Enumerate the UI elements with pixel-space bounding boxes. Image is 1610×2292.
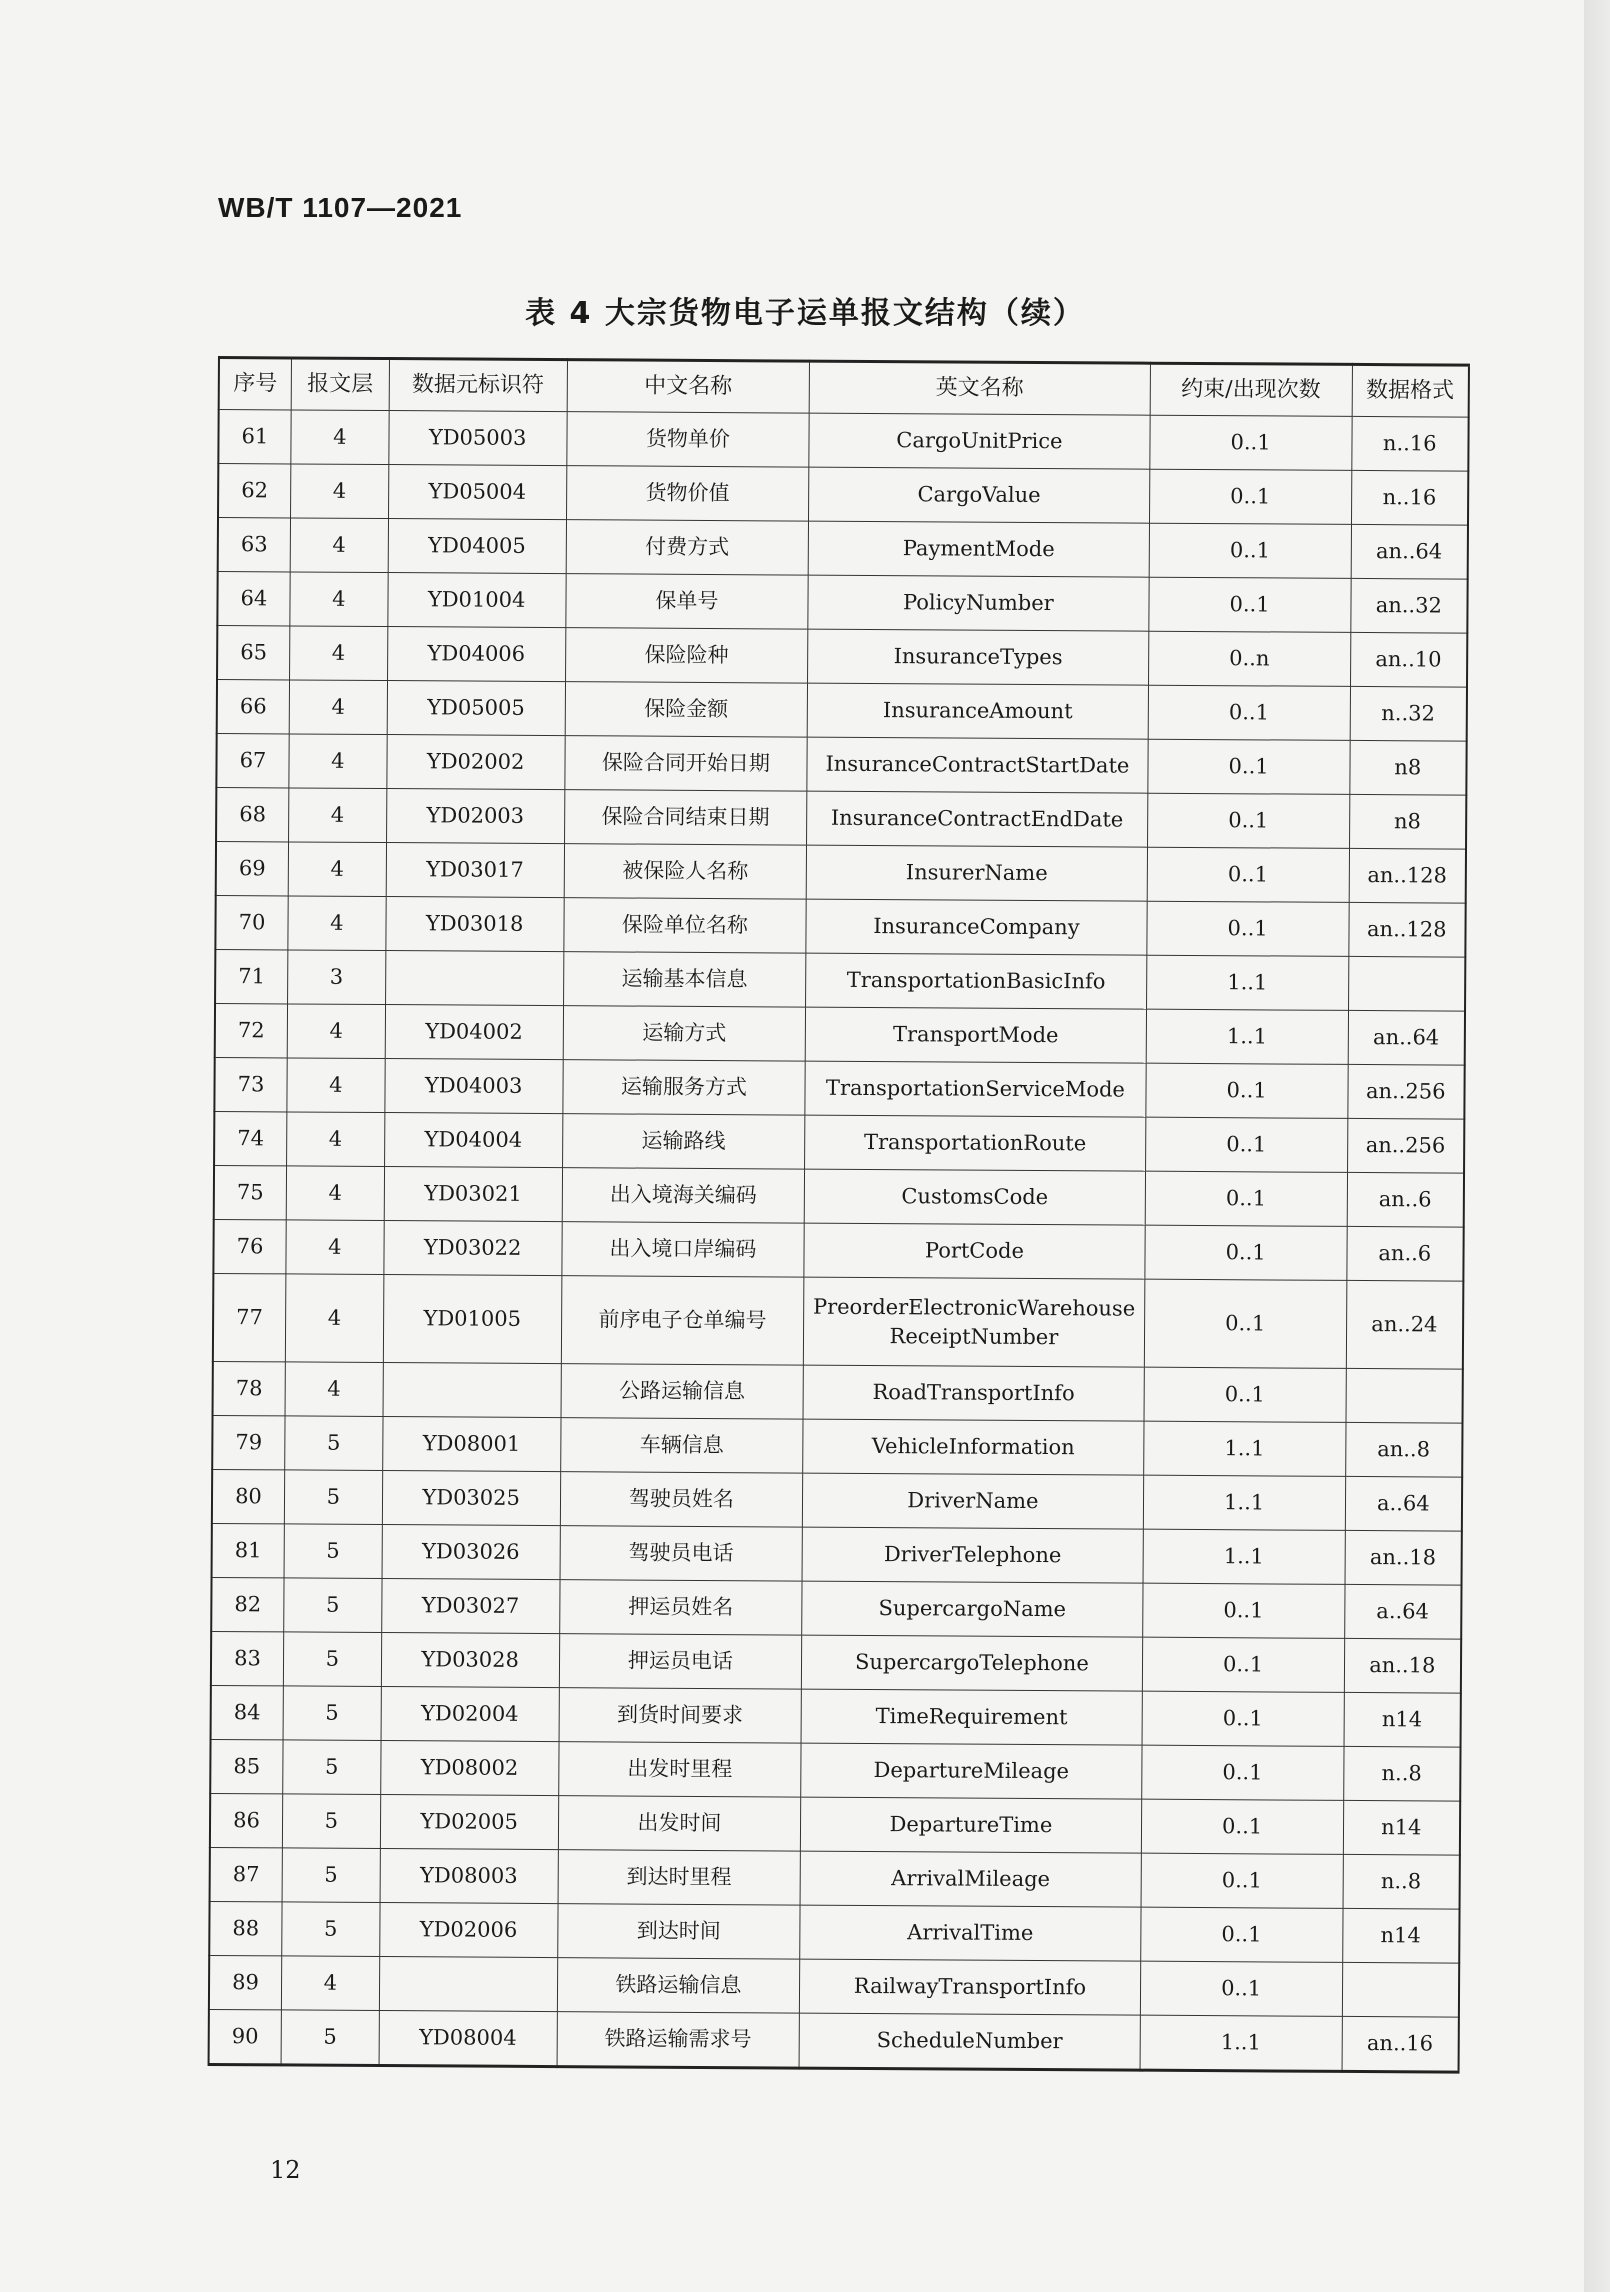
table-cell: YD05003: [389, 411, 567, 466]
table-cell: ArrivalTime: [800, 1905, 1141, 1961]
table-cell: 4: [290, 518, 388, 573]
table-cell: 1..1: [1143, 1475, 1345, 1530]
table-cell: n14: [1342, 1908, 1459, 1963]
table-cell: DepartureTime: [801, 1797, 1142, 1853]
table-cell: 4: [286, 1166, 384, 1221]
table-cell: YD08002: [380, 1741, 558, 1796]
table-cell: YD03017: [386, 843, 564, 898]
table-cell: 88: [209, 1901, 282, 1955]
table-cell: PolicyNumber: [808, 575, 1149, 631]
table-cell: YD01004: [388, 573, 566, 628]
table-cell: an..64: [1351, 524, 1468, 579]
table-cell: 90: [209, 2009, 282, 2064]
table-cell: YD03028: [381, 1633, 559, 1688]
table-cell: n14: [1343, 1800, 1460, 1855]
table-cell: 出发时里程: [558, 1742, 801, 1797]
table-cell: 铁路运输信息: [557, 1958, 800, 2013]
table-cell: 76: [213, 1219, 286, 1273]
table-row: [209, 1955, 1459, 2017]
table-cell: an..8: [1345, 1422, 1462, 1477]
table-row: [215, 1003, 1465, 1065]
table-cell: an..6: [1346, 1226, 1463, 1281]
table-cell: YD03021: [384, 1167, 562, 1222]
table-cell: 出发时间: [558, 1796, 801, 1851]
table-cell: 4: [288, 842, 386, 897]
table-cell: YD05004: [388, 465, 566, 520]
table-cell: 0..1: [1141, 1799, 1343, 1854]
table-row: [217, 572, 1467, 634]
table-row: [211, 1577, 1461, 1639]
table-cell: 0..1: [1145, 1117, 1347, 1172]
table-cell: 4: [286, 1220, 384, 1275]
table-cell: 运输路线: [562, 1114, 805, 1169]
table-row: [214, 1165, 1464, 1227]
table-cell: n14: [1344, 1692, 1461, 1747]
table-cell: 到达时间: [557, 1904, 800, 1959]
table-cell: 被保险人名称: [564, 844, 807, 899]
table-cell: YD04006: [387, 627, 565, 682]
table-row: [212, 1523, 1462, 1585]
table-cell: InsuranceContractEndDate: [807, 791, 1148, 847]
table-cell: n..16: [1351, 470, 1468, 525]
table-cell: 89: [209, 1955, 282, 2009]
table-cell: a..64: [1344, 1584, 1461, 1639]
table-cell: 0..1: [1140, 1961, 1342, 2016]
table-cell: 5: [282, 1848, 380, 1903]
page-number: 12: [270, 2156, 301, 2184]
table-cell: 付费方式: [566, 520, 809, 575]
table-cell: 64: [217, 572, 290, 626]
table-cell: an..18: [1344, 1638, 1461, 1693]
table-cell: YD03022: [384, 1221, 562, 1276]
table-row: [211, 1685, 1461, 1747]
table-cell: TransportationRoute: [805, 1115, 1146, 1171]
table-cell: YD08003: [380, 1849, 558, 1904]
table-cell: 0..1: [1148, 577, 1350, 632]
table-cell: YD05005: [387, 681, 565, 736]
table-cell: [1348, 956, 1465, 1011]
table-cell: 3: [287, 950, 385, 1005]
table-cell: 5: [283, 1686, 381, 1741]
table-cell: 0..1: [1144, 1367, 1346, 1422]
table-cell: 74: [214, 1111, 287, 1165]
table-cell: 75: [214, 1165, 287, 1219]
table-cell: 车辆信息: [560, 1418, 803, 1473]
table-cell: 运输方式: [563, 1006, 806, 1061]
table-cell: 4: [290, 464, 388, 519]
table-cell: 4: [286, 1112, 384, 1167]
table-row: [213, 1273, 1464, 1369]
scan-page-edge: [1584, 0, 1610, 2292]
table-cell: 0..1: [1147, 739, 1349, 794]
table-cell: DriverName: [803, 1473, 1144, 1529]
table-cell: YD02005: [380, 1795, 558, 1850]
table-cell: CargoUnitPrice: [809, 413, 1150, 469]
table-row: [218, 464, 1468, 526]
table-cell: 0..n: [1148, 631, 1350, 686]
table-cell: 81: [212, 1523, 285, 1577]
column-header: 英文名称: [809, 361, 1150, 415]
table-row: [216, 841, 1466, 903]
table-cell: YD03027: [381, 1579, 559, 1634]
table-cell: 4: [289, 734, 387, 789]
table-cell: ArrivalMileage: [800, 1851, 1141, 1907]
message-structure-table: [208, 356, 1470, 2074]
table-cell: 79: [212, 1415, 285, 1469]
table-cell: 87: [210, 1847, 283, 1901]
table-cell: an..24: [1346, 1280, 1463, 1369]
table-cell: n8: [1349, 794, 1466, 849]
table-cell: [385, 951, 563, 1006]
table-cell: 0..1: [1144, 1279, 1347, 1368]
table-row: [212, 1469, 1462, 1531]
table-cell: 保单号: [565, 574, 808, 629]
table-header-row: [219, 358, 1469, 418]
table-cell: 出入境口岸编码: [561, 1222, 804, 1277]
table-cell: 5: [282, 1902, 380, 1957]
table-cell: 4: [285, 1274, 383, 1363]
table-cell: an..6: [1347, 1172, 1464, 1227]
table-cell: 出入境海关编码: [562, 1168, 805, 1223]
table-row: [210, 1793, 1460, 1855]
table-cell: n..16: [1351, 416, 1468, 471]
table-cell: 1..1: [1140, 2015, 1342, 2071]
table-cell: YD01005: [383, 1275, 561, 1364]
table-cell: YD08004: [379, 2011, 557, 2067]
table-cell: 5: [283, 1740, 381, 1795]
table-cell: 5: [282, 1794, 380, 1849]
table-cell: 62: [218, 464, 291, 518]
table-cell: 0..1: [1142, 1583, 1344, 1638]
table-cell: 1..1: [1143, 1529, 1345, 1584]
table-cell: 到达时里程: [558, 1850, 801, 1905]
table-cell: VehicleInformation: [803, 1419, 1144, 1475]
table-cell: TransportationBasicInfo: [806, 953, 1147, 1009]
table-cell: 0..1: [1145, 1171, 1347, 1226]
table-cell: YD02004: [381, 1687, 559, 1742]
table-cell: YD04004: [384, 1113, 562, 1168]
table-row: [217, 626, 1467, 688]
table-row: [218, 410, 1468, 472]
table-cell: 82: [211, 1577, 284, 1631]
table-cell: 0..1: [1147, 847, 1349, 902]
table-cell: an..64: [1348, 1010, 1465, 1065]
table-cell: 公路运输信息: [561, 1364, 804, 1419]
table-cell: 61: [218, 410, 291, 464]
table-cell: 5: [284, 1578, 382, 1633]
table-cell: 4: [287, 1058, 385, 1113]
table-cell: 4: [287, 1004, 385, 1059]
table-cell: 保险合同结束日期: [564, 790, 807, 845]
table-cell: 73: [214, 1057, 287, 1111]
document-code: WB/T 1107—2021: [218, 192, 463, 223]
table-row: [209, 2009, 1459, 2072]
table-row: [210, 1739, 1460, 1801]
column-header: 序号: [219, 358, 292, 410]
table-row: [213, 1219, 1463, 1281]
table-cell: n..8: [1343, 1746, 1460, 1801]
table-cell: an..32: [1350, 578, 1467, 633]
table-cell: 0..1: [1141, 1853, 1343, 1908]
table-cell: 69: [216, 841, 289, 895]
table-cell: TransportationServiceMode: [805, 1061, 1146, 1117]
table-cell: 78: [213, 1361, 286, 1415]
table-cell: InsuranceAmount: [807, 683, 1148, 739]
table-cell: 4: [289, 680, 387, 735]
table-cell: PaymentMode: [808, 521, 1149, 577]
table-cell: 85: [210, 1739, 283, 1793]
table-cell: 前序电子仓单编号: [561, 1276, 804, 1365]
table-row: [210, 1847, 1460, 1909]
table-cell: 4: [285, 1362, 383, 1417]
table-cell: YD03026: [382, 1525, 560, 1580]
table-cell: 4: [281, 1956, 379, 2011]
table-row: [216, 733, 1466, 795]
table-row: [215, 949, 1465, 1011]
table-cell: 保险单位名称: [563, 898, 806, 953]
table-row: [215, 895, 1465, 957]
column-header: 约束/出现次数: [1150, 363, 1352, 416]
table-cell: YD04002: [385, 1005, 563, 1060]
table-cell: InsuranceContractStartDate: [807, 737, 1148, 793]
table-cell: 4: [288, 788, 386, 843]
table-cell: PreorderElectronicWarehouse ReceiptNumber: [804, 1277, 1145, 1367]
table-cell: a..64: [1345, 1476, 1462, 1531]
table-cell: 0..1: [1146, 901, 1348, 956]
table-cell: YD04003: [385, 1059, 563, 1114]
table-cell: RailwayTransportInfo: [800, 1959, 1141, 2015]
table-row: [214, 1057, 1464, 1119]
table-cell: 5: [281, 2010, 379, 2066]
table-cell: 到货时间要求: [559, 1688, 802, 1743]
table-cell: 铁路运输需求号: [557, 2012, 800, 2068]
table-cell: 1..1: [1143, 1421, 1345, 1476]
table-cell: YD02002: [387, 735, 565, 790]
table-cell: InsuranceCompany: [806, 899, 1147, 955]
table-cell: 保险险种: [565, 628, 808, 683]
table-row: [214, 1111, 1464, 1173]
table-cell: CustomsCode: [804, 1169, 1145, 1225]
column-header: 数据元标识符: [389, 359, 567, 412]
table-cell: DriverTelephone: [802, 1527, 1143, 1583]
table-cell: 0..1: [1147, 793, 1349, 848]
table-cell: TimeRequirement: [801, 1689, 1142, 1745]
table-row: [211, 1631, 1461, 1693]
table-cell: TransportMode: [805, 1007, 1146, 1063]
table-cell: SupercargoTelephone: [802, 1635, 1143, 1691]
table-row: [216, 787, 1466, 849]
table-cell: an..18: [1345, 1530, 1462, 1585]
table-cell: PortCode: [804, 1223, 1145, 1279]
table-cell: [1342, 1962, 1459, 2017]
table-cell: 71: [215, 949, 288, 1003]
table-cell: 0..1: [1141, 1745, 1343, 1800]
column-header: 报文层: [291, 358, 389, 411]
table-cell: 4: [290, 572, 388, 627]
table-cell: 1..1: [1146, 1009, 1348, 1064]
table-cell: 0..1: [1149, 469, 1351, 524]
table-cell: 运输服务方式: [562, 1060, 805, 1115]
table-cell: YD02003: [386, 789, 564, 844]
table-cell: n8: [1349, 740, 1466, 795]
table-cell: 0..1: [1145, 1225, 1347, 1280]
table-cell: InsurerName: [806, 845, 1147, 901]
table-title: 表 4 大宗货物电子运单报文结构（续）: [525, 296, 1085, 331]
table-cell: an..128: [1348, 902, 1465, 957]
table-cell: InsuranceTypes: [808, 629, 1149, 685]
table-cell: an..256: [1347, 1118, 1464, 1173]
table-cell: YD04005: [388, 519, 566, 574]
table-body: [209, 410, 1469, 2073]
table-cell: 63: [218, 518, 291, 572]
table-cell: an..16: [1342, 2016, 1459, 2072]
table-cell: YD02006: [379, 1903, 557, 1958]
table-cell: 84: [211, 1685, 284, 1739]
table-row: [218, 518, 1468, 580]
table-cell: 0..1: [1149, 415, 1351, 470]
table-cell: 77: [213, 1273, 286, 1361]
table-cell: 65: [217, 626, 290, 680]
table-cell: CargoValue: [809, 467, 1150, 523]
table-cell: [383, 1363, 561, 1418]
table-cell: 70: [215, 895, 288, 949]
table-cell: 押运员电话: [559, 1634, 802, 1689]
table-cell: 83: [211, 1631, 284, 1685]
table-cell: YD03025: [382, 1471, 560, 1526]
table-cell: [379, 1957, 557, 2012]
table-cell: 押运员姓名: [559, 1580, 802, 1635]
table-cell: 运输基本信息: [563, 952, 806, 1007]
table-cell: 5: [284, 1524, 382, 1579]
table-cell: 4: [288, 896, 386, 951]
table-cell: 1..1: [1146, 955, 1348, 1010]
table-row: [213, 1361, 1463, 1423]
table-cell: an..256: [1347, 1064, 1464, 1119]
table-cell: 0..1: [1142, 1637, 1344, 1692]
table-cell: 驾驶员姓名: [560, 1472, 803, 1527]
table-row: [212, 1415, 1462, 1477]
table-cell: 66: [217, 680, 290, 734]
table-cell: 保险合同开始日期: [564, 736, 807, 791]
column-header: 数据格式: [1352, 364, 1469, 417]
table-container: [208, 356, 1470, 2074]
column-header: 中文名称: [567, 360, 810, 413]
table-cell: 0..1: [1142, 1691, 1344, 1746]
table-cell: DepartureMileage: [801, 1743, 1142, 1799]
table-cell: YD08001: [382, 1417, 560, 1472]
table-cell: 驾驶员电话: [560, 1526, 803, 1581]
table-cell: n..32: [1350, 686, 1467, 741]
table-cell: an..10: [1350, 632, 1467, 687]
table-cell: 0..1: [1145, 1063, 1347, 1118]
table-row: [209, 1901, 1459, 1963]
table-cell: 保险金额: [565, 682, 808, 737]
table-cell: 80: [212, 1469, 285, 1523]
table-cell: 0..1: [1149, 523, 1351, 578]
table-cell: ScheduleNumber: [799, 2013, 1140, 2070]
table-row: [217, 680, 1467, 742]
table-cell: 货物单价: [566, 412, 809, 467]
table-cell: 0..1: [1148, 685, 1350, 740]
table-cell: RoadTransportInfo: [803, 1365, 1144, 1421]
table-cell: [1346, 1368, 1463, 1423]
table-cell: 67: [216, 733, 289, 787]
table-cell: 0..1: [1140, 1907, 1342, 1962]
table-cell: 5: [285, 1416, 383, 1471]
table-cell: an..128: [1349, 848, 1466, 903]
table-cell: 4: [291, 410, 389, 465]
table-cell: 货物价值: [566, 466, 809, 521]
table-cell: 5: [284, 1470, 382, 1525]
table-cell: YD03018: [386, 897, 564, 952]
table-cell: 68: [216, 787, 289, 841]
table-cell: 72: [215, 1003, 288, 1057]
table-cell: SupercargoName: [802, 1581, 1143, 1637]
table-cell: 86: [210, 1793, 283, 1847]
table-cell: n..8: [1343, 1854, 1460, 1909]
table-cell: 4: [289, 626, 387, 681]
table-cell: 5: [283, 1632, 381, 1687]
